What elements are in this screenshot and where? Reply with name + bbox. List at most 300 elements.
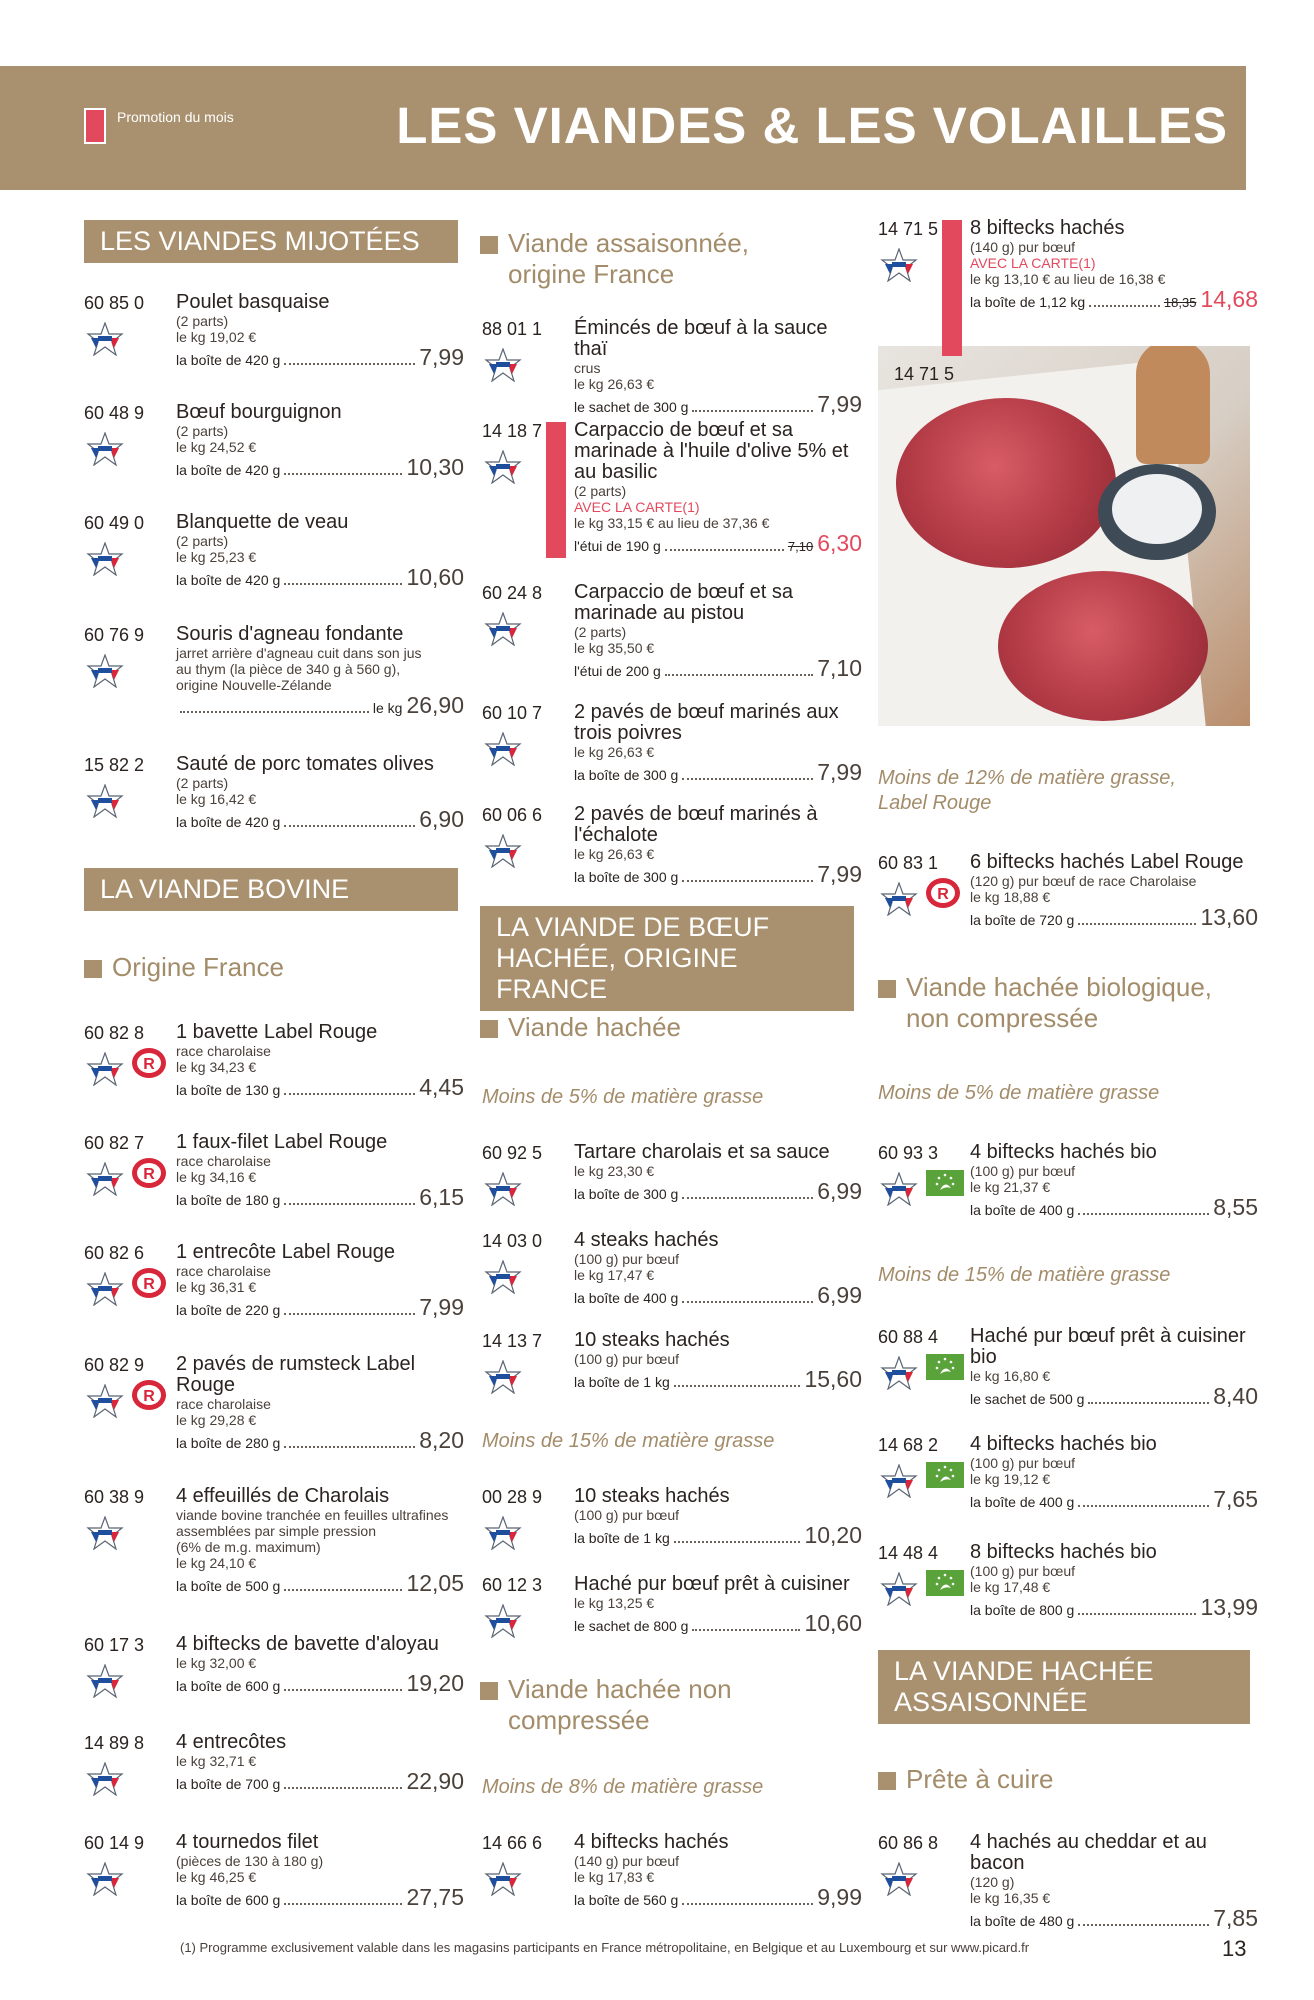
price: 7,99 [817,759,862,785]
subhead-viande-bio: Viande hachée biologique, non compressée [878,972,1248,1034]
dot-leader [180,711,369,713]
product-detail: le kg 32,00 € [176,1655,257,1671]
product-code: 60 82 9 [84,1355,145,1375]
price-row [574,1367,862,1394]
product-detail: le kg 17,83 € [574,1869,655,1885]
product-detail: assemblées par simple pression [176,1523,376,1539]
price: 13,60 [1200,904,1258,930]
package-size: la boîte de 500 g [176,1578,281,1594]
price-row [574,392,862,419]
product-text [970,1142,1258,1222]
dot-leader [284,1203,415,1205]
subhead-viande-assaisonnee: Viande assaisonnée, origine France [480,228,780,290]
product-text [970,218,1258,315]
package-size: la boîte de 300 g [574,767,679,783]
product-detail: crus [574,360,601,376]
dot-leader [284,473,402,475]
promo-bar [546,422,566,558]
product-code: 14 13 7 [482,1331,543,1351]
product-text [970,1434,1258,1514]
product-detail: (100 g) pur bœuf [574,1351,680,1367]
product-text [176,1354,464,1455]
product-code: 15 82 2 [84,755,145,775]
product-code: 60 12 3 [482,1575,543,1595]
origine-france-icon [484,834,522,868]
dot-leader [682,778,813,780]
product-detail: (pièces de 130 à 180 g) [176,1853,324,1869]
price-row [176,455,464,482]
product-detail: le kg 19,02 € [176,329,257,345]
label-rouge-icon [130,1266,168,1300]
price: 6,99 [817,1178,862,1204]
package-size: le sachet de 500 g [970,1391,1085,1407]
package-size: la boîte de 480 g [970,1913,1075,1929]
product-name: 2 pavés de bœuf marinés aux trois poivres [574,701,839,744]
product-code: 60 82 6 [84,1243,145,1263]
product-detail: race charolaise [176,1396,271,1412]
product-name: Haché pur bœuf prêt à cuisiner [574,1573,850,1595]
origine-france-icon [86,1162,124,1196]
product-code: 60 82 7 [84,1133,145,1153]
package-size: la boîte de 600 g [176,1678,281,1694]
dot-leader [284,1446,415,1448]
price: 19,20 [406,1670,464,1696]
origine-france-icon [86,432,124,466]
origine-france-icon [880,1356,918,1390]
product-detail: race charolaise [176,1043,271,1059]
product-detail: le kg 36,31 € [176,1279,257,1295]
product-code: 60 83 1 [878,853,939,873]
origine-france-icon [86,1272,124,1306]
price-row [970,1487,1258,1514]
product-detail: le kg 13,25 € [574,1595,655,1611]
package-size: la boîte de 280 g [176,1435,281,1451]
price-row [176,345,464,372]
origine-france-icon [86,1762,124,1796]
product-code: 14 68 2 [878,1435,939,1455]
price-row [574,1179,862,1206]
dot-leader [284,1787,402,1789]
product-detail: race charolaise [176,1263,271,1279]
product-code: 00 28 9 [482,1487,543,1507]
section-viande-hachee-assaisonnee: LA VIANDE HACHÉE ASSAISONNÉE [878,1650,1250,1724]
avec-la-carte: AVEC LA CARTE(1) [574,499,700,515]
price-row [574,862,862,889]
product-detail: (100 g) pur bœuf [970,1563,1076,1579]
svg-text:R: R [143,1276,155,1293]
price-row [176,1671,464,1698]
package-size: la boîte de 420 g [176,462,281,478]
price: 10,20 [804,1522,862,1548]
product-text [574,1832,862,1912]
product-name: Émincés de bœuf à la sauce thaï [574,317,828,360]
product-text [574,318,862,419]
package-size: la boîte de 420 g [176,572,281,588]
product-detail: (2 parts) [574,483,627,499]
dot-leader [284,1903,402,1905]
product-detail: le kg 23,30 € [574,1163,655,1179]
package-size: la boîte de 700 g [176,1776,281,1792]
label-rouge-icon [924,876,962,910]
product-text [574,804,862,889]
product-name: 1 entrecôte Label Rouge [176,1241,396,1263]
product-name: Tartare charolais et sa sauce [574,1141,830,1163]
package-size: la boîte de 720 g [970,912,1075,928]
product-code: 60 49 0 [84,513,145,533]
product-name: 4 hachés au cheddar et au bacon [970,1831,1207,1874]
price: 4,45 [419,1074,464,1100]
note-fat-8: Moins de 8% de matière grasse [482,1776,764,1798]
price: 6,15 [419,1184,464,1210]
product-name: 10 steaks hachés [574,1485,730,1507]
product-detail: le kg 26,63 € [574,846,655,862]
product-text [176,402,464,482]
photo-product-code: 14 71 5 [894,364,955,384]
bio-leaf-icon [926,1354,964,1380]
note-fat-5: Moins de 5% de matière grasse [482,1086,764,1108]
product-name: Carpaccio de bœuf et sa marinade au pistou [574,581,793,624]
product-text [574,420,862,559]
product-text [970,1326,1258,1411]
product-code: 14 18 7 [482,421,543,441]
product-name: Haché pur bœuf prêt à cuisiner bio [970,1325,1246,1368]
product-detail: le kg 24,10 € [176,1555,257,1571]
product-photo-biftecks [878,346,1250,726]
dot-leader [1078,1924,1209,1926]
product-detail: (100 g) pur bœuf [970,1163,1076,1179]
origine-france-icon [86,1516,124,1550]
price-row [176,693,464,720]
origine-france-icon [880,882,918,916]
product-detail: le kg 35,50 € [574,640,655,656]
price: 6,99 [817,1282,862,1308]
product-code: 60 88 4 [878,1327,939,1347]
origine-france-icon [880,248,918,282]
price-row [574,1885,862,1912]
svg-text:R: R [143,1166,155,1183]
product-name: 4 biftecks hachés bio [970,1433,1157,1455]
price: 7,99 [419,344,464,370]
product-code: 14 66 6 [482,1833,543,1853]
product-detail: le kg 16,80 € [970,1368,1051,1384]
dot-leader [1078,1505,1209,1507]
product-detail: (140 g) pur bœuf [574,1853,680,1869]
product-name: 4 entrecôtes [176,1731,287,1753]
product-detail: (120 g) [970,1874,1015,1890]
origine-france-icon [484,1862,522,1896]
product-name: 4 steaks hachés [574,1229,719,1251]
dot-leader [674,1385,801,1387]
price: 7,99 [817,861,862,887]
product-text [176,292,464,372]
dot-leader [692,410,813,412]
old-price: 7,10 [787,539,814,554]
product-code: 60 38 9 [84,1487,145,1507]
price-row [970,287,1258,315]
bio-leaf-icon [926,1462,964,1488]
product-text [176,754,464,834]
label-rouge-icon [130,1156,168,1190]
product-name: 1 bavette Label Rouge [176,1021,378,1043]
origine-france-icon [484,348,522,382]
price: 8,20 [419,1427,464,1453]
product-detail: le kg 34,16 € [176,1169,257,1185]
product-detail: le kg 21,37 € [970,1179,1051,1195]
product-detail: (2 parts) [176,775,229,791]
price: 15,60 [804,1366,862,1392]
product-name: 10 steaks hachés [574,1329,730,1351]
package-size: la boîte de 800 g [970,1602,1075,1618]
package-size: la boîte de 180 g [176,1192,281,1208]
product-code: 60 92 5 [482,1143,543,1163]
origine-france-icon [484,1260,522,1294]
price-row [176,1769,464,1796]
price-row [574,1611,862,1638]
price: 6,30 [817,530,862,556]
product-detail: origine Nouvelle-Zélande [176,677,332,693]
product-detail: (2 parts) [574,624,627,640]
product-detail: le kg 32,71 € [176,1753,257,1769]
package-size: l'étui de 200 g [574,663,661,679]
dot-leader [284,1313,415,1315]
product-name: Carpaccio de bœuf et sa marinade à l'huile d'olive 5% et au basilic [574,419,849,483]
dot-leader [1089,305,1160,307]
product-code: 60 14 9 [84,1833,145,1853]
product-name: 8 biftecks hachés [970,217,1125,239]
product-name: 4 effeuillés de Charolais [176,1485,390,1507]
product-text [176,1022,464,1102]
dot-leader [682,880,813,882]
price: 10,30 [406,454,464,480]
price-row [970,1195,1258,1222]
subhead-non-compressee: Viande hachée non compressée [480,1674,740,1736]
product-name: 4 biftecks hachés bio [970,1141,1157,1163]
dot-leader [284,363,415,365]
origine-france-icon [880,1172,918,1206]
price-row [176,1075,464,1102]
product-detail: (2 parts) [176,423,229,439]
note-fat-15-bio: Moins de 15% de matière grasse [878,1264,1171,1286]
price-row [176,1428,464,1455]
old-price: 18,35 [1163,295,1197,310]
package-size: le sachet de 300 g [574,399,689,415]
package-size: l'étui de 190 g [574,538,661,554]
package-size: le sachet de 800 g [574,1618,689,1634]
origine-france-icon [484,1172,522,1206]
product-name: 8 biftecks hachés bio [970,1541,1157,1563]
product-detail: le kg 17,47 € [574,1267,655,1283]
product-code: 14 03 0 [482,1231,543,1251]
price-row [176,1295,464,1322]
price: 10,60 [804,1610,862,1636]
svg-text:R: R [143,1388,155,1405]
page-number: 13 [1222,1936,1247,1961]
origine-france-icon [86,654,124,688]
price-row [176,1185,464,1212]
price-row [176,565,464,592]
dot-leader [284,1093,415,1095]
avec-la-carte: AVEC LA CARTE(1) [970,255,1096,271]
promo-bar [942,220,962,356]
package-size: la boîte de 130 g [176,1082,281,1098]
price-row [176,1885,464,1912]
dot-leader [284,1689,402,1691]
product-detail: (140 g) pur bœuf [970,239,1076,255]
price: 7,99 [419,1294,464,1320]
product-text [574,582,862,683]
product-text [176,1242,464,1322]
product-detail: (2 parts) [176,313,229,329]
origine-france-icon [86,1384,124,1418]
package-size: la boîte de 220 g [176,1302,281,1318]
product-code: 60 82 8 [84,1023,145,1043]
origine-france-icon [86,322,124,356]
dot-leader [1078,1613,1196,1615]
svg-text:R: R [937,886,949,903]
product-text [176,1634,464,1698]
product-code: 60 17 3 [84,1635,145,1655]
product-detail: le kg 33,15 € au lieu de 37,36 € [574,515,770,531]
package-size: la boîte de 1 kg [574,1374,670,1390]
price-row [970,1595,1258,1622]
package-size: la boîte de 1,12 kg [970,294,1086,310]
origine-france-icon [880,1464,918,1498]
package-size: la boîte de 300 g [574,869,679,885]
product-name: 2 pavés de rumsteck Label Rouge [176,1353,416,1396]
price: 13,99 [1200,1594,1258,1620]
product-name: 6 biftecks hachés Label Rouge [970,851,1244,873]
product-detail: le kg 19,12 € [970,1471,1051,1487]
product-code: 60 93 3 [878,1143,939,1163]
price: 7,65 [1213,1486,1258,1512]
product-text [176,1486,464,1598]
page-title: LES VIANDES & LES VOLAILLES [396,97,1228,154]
origine-france-icon [484,450,522,484]
price: 7,99 [817,391,862,417]
package-size: la boîte de 560 g [574,1892,679,1908]
product-code: 60 24 8 [482,583,543,603]
subhead-origine-france: Origine France [84,952,464,983]
section-viande-bovine: LA VIANDE BOVINE [84,868,458,911]
product-detail: le kg 34,23 € [176,1059,257,1075]
product-code: 60 48 9 [84,403,145,423]
price-row [574,1523,862,1550]
product-detail: race charolaise [176,1153,271,1169]
product-code: 60 10 7 [482,703,543,723]
price: 6,90 [419,806,464,832]
origine-france-icon [86,1664,124,1698]
product-name: Souris d'agneau fondante [176,623,404,645]
note-fat-12-label-rouge: Moins de 12% de matière grasse, Label Rouge [878,767,1176,814]
product-name: 2 pavés de bœuf marinés à l'échalote [574,803,818,846]
product-code: 88 01 1 [482,319,543,339]
dot-leader [682,1301,813,1303]
dot-leader [284,583,402,585]
note-fat-5-bio: Moins de 5% de matière grasse [878,1082,1160,1104]
product-name: Bœuf bourguignon [176,401,342,423]
product-text [176,1132,464,1212]
price: 14,68 [1200,286,1258,312]
footnote: (1) Programme exclusivement valable dans les magasins participants en France métropolitaine, en Belgique et au Luxembourg et sur www.picard.fr [180,1940,1030,1955]
price-row [574,656,862,683]
price-row [970,1906,1258,1933]
product-text [176,1832,464,1912]
product-detail: (6% de m.g. maximum) [176,1539,321,1555]
origine-france-icon [86,1052,124,1086]
product-text [970,1542,1258,1622]
origine-france-icon [484,612,522,646]
product-text [176,512,464,592]
product-code: 60 85 0 [84,293,145,313]
dot-leader [1078,923,1196,925]
package-size: la boîte de 600 g [176,1892,281,1908]
product-detail: le kg 16,35 € [970,1890,1051,1906]
product-name: Sauté de porc tomates olives [176,753,434,775]
label-rouge-icon [130,1378,168,1412]
svg-text:R: R [143,1056,155,1073]
product-detail: le kg 17,48 € [970,1579,1051,1595]
dot-leader [692,1629,800,1631]
dot-leader [682,1197,813,1199]
origine-france-icon [86,784,124,818]
price: 9,99 [817,1884,862,1910]
product-detail: le kg 18,88 € [970,889,1051,905]
origine-france-icon [86,542,124,576]
package-size: la boîte de 420 g [176,814,281,830]
product-text [574,1574,862,1638]
origine-france-icon [880,1862,918,1896]
product-detail: le kg 24,52 € [176,439,257,455]
package-size: la boîte de 400 g [574,1290,679,1306]
subhead-viande-hachee: Viande hachée [480,1012,860,1043]
dot-leader [665,674,813,676]
product-text [970,1832,1258,1933]
product-detail: (2 parts) [176,533,229,549]
origine-france-icon [880,1572,918,1606]
product-detail: viande bovine tranchée en feuilles ultrafines [176,1507,449,1523]
section-viande-hachee: LA VIANDE DE BŒUF HACHÉE, ORIGINE FRANCE [480,906,854,1011]
origine-france-icon [484,1604,522,1638]
price: 12,05 [406,1570,464,1596]
product-name: Blanquette de veau [176,511,349,533]
price-row [176,1571,464,1598]
product-code: 14 89 8 [84,1733,145,1753]
product-code: 60 76 9 [84,625,145,645]
product-name: 4 tournedos filet [176,1831,319,1853]
price: 27,75 [406,1884,464,1910]
product-text [970,852,1258,932]
price-row [574,531,862,559]
note-fat-15: Moins de 15% de matière grasse [482,1430,775,1452]
product-detail: (100 g) pur bœuf [574,1251,680,1267]
product-text [574,702,862,787]
bio-leaf-icon [926,1570,964,1596]
product-detail: jarret arrière d'agneau cuit dans son jus [176,645,422,661]
product-detail: le kg 25,23 € [176,549,257,565]
package-size: la boîte de 400 g [970,1202,1075,1218]
product-name: 4 biftecks de bavette d'aloyau [176,1633,439,1655]
product-code: 14 48 4 [878,1543,939,1563]
product-detail: (100 g) pur bœuf [970,1455,1076,1471]
origine-france-icon [484,732,522,766]
dot-leader [284,1589,402,1591]
price: 8,40 [1213,1383,1258,1409]
product-name: 1 faux-filet Label Rouge [176,1131,388,1153]
price: 8,55 [1213,1194,1258,1220]
bio-leaf-icon [926,1170,964,1196]
label-rouge-icon [130,1046,168,1080]
origine-france-icon [86,1862,124,1896]
